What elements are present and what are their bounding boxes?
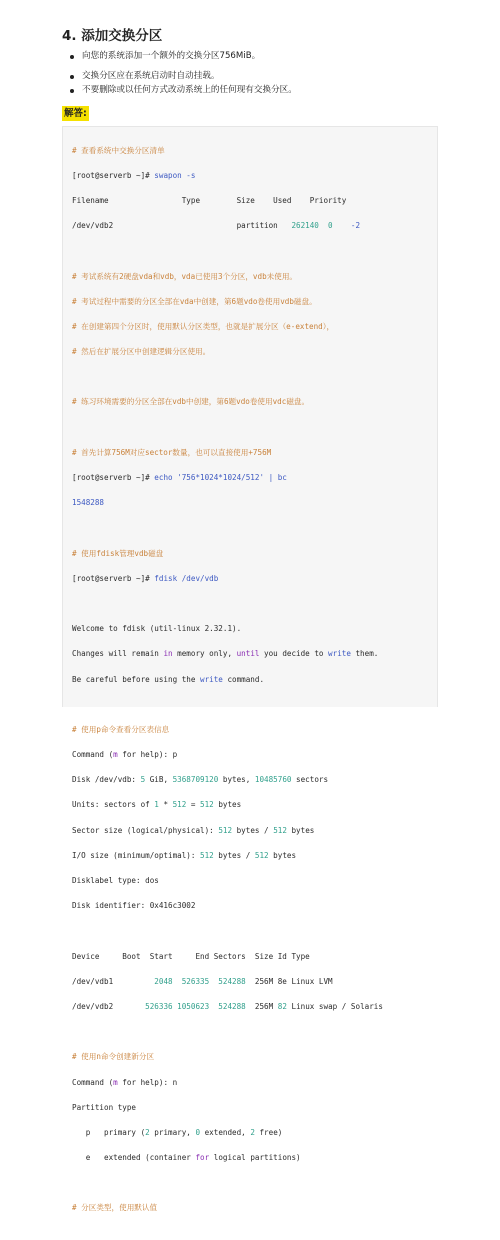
code-text: memory only, xyxy=(172,649,237,659)
shell-prompt: [root@serverb ~]# xyxy=(72,170,155,180)
shell-prompt: [root@serverb ~]# xyxy=(72,573,155,583)
code-text: Linux swap / Solaris xyxy=(286,1001,383,1011)
code-number: 82 xyxy=(277,1001,287,1011)
answer-label: 解答: xyxy=(64,108,87,119)
shell-prompt: [root@serverb ~]# xyxy=(72,473,155,483)
code-text: bytes xyxy=(286,825,315,835)
code-text: for help): n xyxy=(117,1077,178,1087)
code-comment: # 考试过程中需要的分区全部在vda中创建，第6题vdo卷使用vdb磁盘。 xyxy=(72,296,317,306)
code-keyword: for xyxy=(195,1153,210,1163)
code-comment: # 使用p命令查看分区表信息 xyxy=(72,724,170,734)
code-comment: # 查看系统中交换分区清单 xyxy=(72,145,165,155)
code-text: logical partitions) xyxy=(209,1153,301,1163)
code-comment: # 考试系统有2硬盘vda和vdb，vda已使用3个分区，vdb未使用。 xyxy=(72,271,298,281)
code-text: extended, xyxy=(200,1127,251,1137)
shell-command: echo '756*1024*1024/512' | bc xyxy=(154,473,287,483)
code-text: Disk /dev/vdb: xyxy=(72,775,141,785)
code-text: command. xyxy=(222,674,265,684)
code-keyword: m xyxy=(113,750,118,760)
requirement-item: 不要删除或以任何方式改动系统上的任何现有交换分区。 xyxy=(70,84,297,97)
code-text: sectors xyxy=(291,775,329,785)
code-text: primary, xyxy=(149,1127,196,1137)
code-line: Filename Type Size Used Priority xyxy=(72,195,347,205)
code-text: GiB, xyxy=(145,775,173,785)
code-text: free) xyxy=(254,1127,283,1137)
code-keyword: in xyxy=(163,649,173,659)
code-text: bytes, xyxy=(218,775,255,785)
code-number: 0 xyxy=(328,221,333,231)
code-line: Welcome to fdisk (util-linux 2.32.1). xyxy=(72,624,242,634)
code-line: Disklabel type: dos xyxy=(72,876,159,886)
code-comment: # 首先计算756M对应sector数量，也可以直接使用+756M xyxy=(72,447,272,457)
command-output: 1548288 xyxy=(72,498,105,508)
code-text: e extended (container xyxy=(72,1153,196,1163)
shell-command: fdisk /dev/vdb xyxy=(154,573,219,583)
code-number: 526336 1050623 524288 xyxy=(145,1001,246,1011)
code-comment: # 在创建第四个分区时，使用默认分区类型，也就是扩展分区（e-extend）， xyxy=(72,321,335,331)
code-comment: # 练习环境需要的分区全部在vdb中创建，第6题vdo卷使用vdc磁盘。 xyxy=(72,397,310,407)
code-comment: # 分区类型，使用默认值 xyxy=(72,1203,158,1213)
requirements-list xyxy=(70,50,297,97)
code-number: 1 xyxy=(154,800,159,810)
code-number: 5368709120 xyxy=(172,775,219,785)
code-text: bytes / xyxy=(232,825,274,835)
code-line: Partition type xyxy=(72,1102,137,1112)
code-text: bytes xyxy=(268,850,297,860)
requirement-item: 交换分区应在系统启动时自动挂载。 xyxy=(70,70,297,83)
code-text: 256M 8e Linux LVM xyxy=(245,976,333,986)
requirement-item: 向您的系统添加一个额外的交换分区756MiB。 xyxy=(70,50,297,63)
code-number: 5 xyxy=(140,775,146,785)
code-text: Command ( xyxy=(72,750,114,760)
code-keyword: until xyxy=(236,649,260,659)
table-header: Device Boot Start End Sectors Size Id Type xyxy=(72,951,310,961)
code-number: 2 xyxy=(250,1127,255,1137)
code-text: I/O size (minimum/optimal): xyxy=(72,850,201,860)
code-number: 512 xyxy=(254,850,269,860)
code-number: 262140 xyxy=(291,221,319,231)
code-text: bytes / xyxy=(213,850,255,860)
code-text: p primary ( xyxy=(72,1127,146,1137)
code-text: Be careful before using the xyxy=(72,674,201,684)
code-text: Command ( xyxy=(72,1077,114,1087)
code-text: bytes xyxy=(213,800,242,810)
code-number: -2 xyxy=(350,221,361,231)
code-keyword: write xyxy=(200,674,223,684)
code-text: them. xyxy=(350,649,379,659)
code-text: 256M xyxy=(245,1001,278,1011)
code-keyword: m xyxy=(113,1077,118,1087)
code-comment: # 然后在扩展分区中创建逻辑分区使用。 xyxy=(72,347,211,357)
code-text: Units: sectors of xyxy=(72,800,155,810)
code-number: 512 xyxy=(200,850,214,860)
code-line: Disk identifier: 0x416c3002 xyxy=(72,901,196,911)
code-text: Changes will remain xyxy=(72,649,164,659)
code-number: 512 xyxy=(172,800,187,810)
code-number: 2 xyxy=(145,1127,150,1137)
code-comment: # 使用n命令创建新分区 xyxy=(72,1052,155,1062)
code-text: * xyxy=(158,800,173,810)
code-number: 0 xyxy=(195,1127,201,1137)
code-text: = xyxy=(186,800,201,810)
code-comment: # 使用fdisk管理vdb磁盘 xyxy=(72,548,164,558)
code-text: /dev/vdb2 xyxy=(72,1001,146,1011)
code-number: 512 xyxy=(200,800,214,810)
shell-command: swapon -s xyxy=(154,170,196,180)
code-text: you decide to xyxy=(259,649,329,659)
code-text: /dev/vdb1 xyxy=(72,976,155,986)
code-content xyxy=(72,132,383,1240)
code-number: 512 xyxy=(218,825,233,835)
code-number: 2048 526335 524288 xyxy=(154,976,246,986)
code-keyword: write xyxy=(328,649,351,659)
code-block[interactable] xyxy=(62,126,438,1213)
code-number: 10485760 xyxy=(254,775,292,785)
section-heading: 4. 添加交换分区 xyxy=(62,28,163,44)
code-number: 512 xyxy=(273,825,287,835)
code-text: Sector size (logical/physical): xyxy=(72,825,219,835)
code-text: for help): p xyxy=(117,750,178,760)
code-line: /dev/vdb2 partition xyxy=(72,221,292,231)
